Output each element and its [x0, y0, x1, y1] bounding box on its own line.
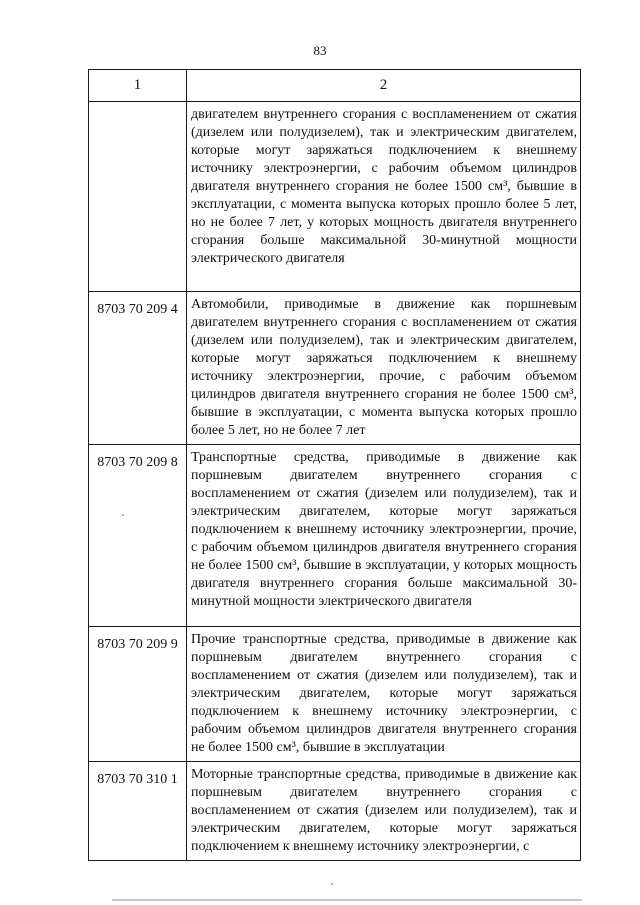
row-code: 8703 70 209 8 — [89, 445, 187, 627]
row-description — [187, 445, 581, 627]
scan-speck — [122, 514, 124, 516]
table-row — [89, 102, 581, 292]
row-code: 8703 70 209 9 — [89, 627, 187, 762]
scan-speck — [331, 883, 333, 885]
row-code: 8703 70 209 4 — [89, 292, 187, 445]
column-header-description: 2 — [187, 70, 581, 102]
row-description — [187, 762, 581, 861]
row-description-text: Моторные транспортные средства, приводимые в движение как поршневым двигателем внутреннего сгорания с воспламенением от сжатия (дизелем или полудизелем), так и электрическим двигателем, которые могут заряжаться подключением к внешнему источнику электроэнергии, с — [191, 767, 577, 854]
table-header-row — [89, 70, 581, 102]
table-row — [89, 445, 581, 627]
row-code: 8703 70 310 1 — [89, 762, 187, 861]
row-description — [187, 627, 581, 762]
tariff-table — [88, 69, 581, 861]
row-code — [89, 102, 187, 292]
row-description-text: Автомобили, приводимые в движение как поршневым двигателем внутреннего сгорания с воспламенением от сжатия (дизелем или полудизелем), так и электрическим двигателем, которые могут заряжаться подключением к внешнему источнику электроэнергии, прочие, с рабочим объемом цилиндров двигателя внутреннего сгорания не более 1500 см³, бывшие в эксплуатации, с момента выпуска которых прошло более 5 лет, но не более 7 лет — [191, 297, 577, 438]
table-row — [89, 627, 581, 762]
scan-edge-line — [112, 899, 582, 901]
row-description — [187, 292, 581, 445]
row-description-text: Транспортные средства, приводимые в движение как поршневым двигателем внутреннего сгорания с воспламенением от сжатия (дизелем или полудизелем), так и электрическим двигателем, которые могут заряжаться подключением к внешнему источнику электроэнергии, прочие, с рабочим объемом цилиндров двигателя внутреннего сгорания не более 1500 см³, бывшие в эксплуатации, у которых мощность двигателя внутреннего сгорания больше максимальной 30-минутной мощности электрического двигателя — [191, 450, 577, 609]
table-row — [89, 292, 581, 445]
row-description-text: двигателем внутреннего сгорания с воспламенением от сжатия (дизелем или полудизелем), так и электрическим двигателем, которые могут заряжаться подключением к внешнему источнику электроэнергии, с рабочим объемом цилиндров двигателя внутреннего сгорания не более 1500 см³, бывшие в эксплуатации, с момента выпуска которых прошло более 5 лет, но не более 7 лет, у которых мощность двигателя внутреннего сгорания больше максимальной 30-минутной мощности электрического двигателя — [191, 107, 577, 266]
table-row — [89, 762, 581, 861]
column-header-code: 1 — [89, 70, 187, 102]
row-description — [187, 102, 581, 292]
page-number: 83 — [313, 43, 327, 58]
row-description-text: Прочие транспортные средства, приводимые в движение как поршневым двигателем внутреннего сгорания с воспламенением от сжатия (дизелем или полудизелем), так и электрическим двигателем, которые могут заряжаться подключением к внешнему источнику электроэнергии, с рабочим объемом цилиндров двигателя внутреннего сгорания не более 1500 см³, бывшие в эксплуатации — [191, 632, 577, 755]
